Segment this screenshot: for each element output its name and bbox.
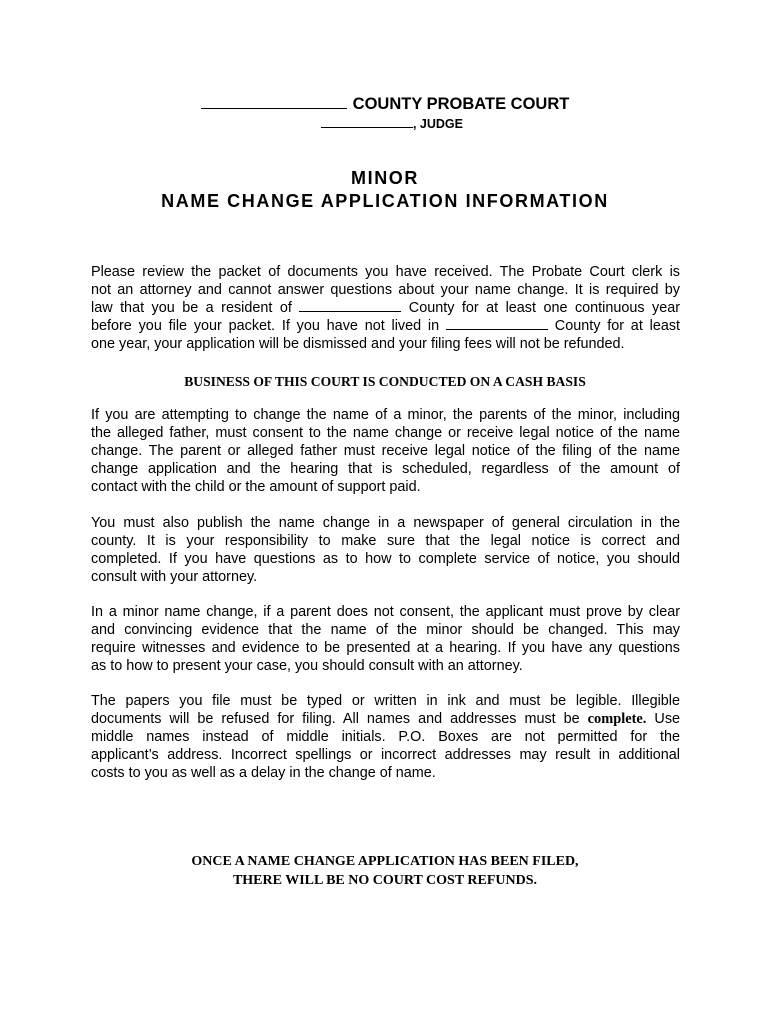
paragraph-parents xyxy=(91,406,680,496)
court-heading xyxy=(0,94,770,114)
text-line: If you are attempting to change the name of a minor, the parents of the minor, including xyxy=(91,407,680,423)
judge-label: , JUDGE xyxy=(412,117,463,131)
text-line: middle names instead of middle initials. P.O. Boxes are not permitted for the xyxy=(91,729,680,745)
text-segment: documents will be refused for filing. All names and addresses must be xyxy=(91,711,580,727)
closing-notice-line1: ONCE A NAME CHANGE APPLICATION HAS BEEN FILED, xyxy=(191,854,579,869)
paragraph-publish xyxy=(91,514,680,586)
text-line: You must also publish the name change in a newspaper of general circulation in the xyxy=(91,515,680,531)
text-line: applicant’s address. Incorrect spellings or incorrect addresses may result in additional xyxy=(91,747,680,763)
text-line: consult with your attorney. xyxy=(91,569,258,585)
text-segment: law that you be a resident of xyxy=(91,300,292,316)
text-line: In a minor name change, if a parent does not consent, the applicant must prove by clear xyxy=(91,604,680,620)
text-line: not an attorney and cannot answer questions about your name change. It is required by xyxy=(91,282,680,298)
judge-blank xyxy=(321,116,413,128)
text-line: change. The parent or alleged father must receive legal notice of the filing of the name xyxy=(91,443,680,459)
text-line-resident xyxy=(91,299,680,317)
paragraph-consent xyxy=(91,603,680,675)
paragraph-papers xyxy=(91,692,680,782)
court-title: COUNTY PROBATE COURT xyxy=(352,95,570,113)
complete-emphasis: complete. xyxy=(587,711,647,727)
cash-basis-notice: BUSINESS OF THIS COURT IS CONDUCTED ON A CASH BASIS xyxy=(184,374,586,389)
text-line: require witnesses and evidence to be presented at a hearing. If you have any questions xyxy=(91,640,680,656)
text-line: contact with the child or the amount of support paid. xyxy=(91,479,421,495)
text-segment: before you file your packet. If you have not lived in xyxy=(91,318,440,334)
text-line-lived xyxy=(91,317,680,335)
text-line: and convincing evidence that the name of the minor should be changed. This may xyxy=(91,622,680,638)
paragraph-review xyxy=(91,263,680,353)
text-line: completed. If you have questions as to how to complete service of notice, you should xyxy=(91,551,680,567)
text-line: county. It is your responsibility to make sure that the legal notice is correct and xyxy=(91,533,680,549)
lived-county-blank xyxy=(446,318,548,330)
text-segment: Use xyxy=(654,711,681,727)
text-line: change application and the hearing that is scheduled, regardless of the amount of xyxy=(91,461,680,477)
text-line: one year, your application will be dismissed and your filing fees will not be refunded. xyxy=(91,336,625,352)
text-line-complete xyxy=(91,710,680,728)
county-blank xyxy=(201,94,347,109)
text-segment: County for at least one continuous year xyxy=(408,300,681,316)
text-line: The papers you file must be typed or written in ink and must be legible. Illegible xyxy=(91,693,680,709)
title-name-change: NAME CHANGE APPLICATION INFORMATION xyxy=(161,191,609,211)
text-line: as to how to present your case, you should consult with an attorney. xyxy=(91,658,523,674)
text-line: the alleged father, must consent to the name change or receive legal notice of the name xyxy=(91,425,680,441)
title-minor: MINOR xyxy=(351,168,419,188)
judge-heading xyxy=(0,116,770,132)
closing-notice-line2: THERE WILL BE NO COURT COST REFUNDS. xyxy=(232,873,538,888)
text-line: Please review the packet of documents you have received. The Probate Court clerk is xyxy=(91,264,680,280)
text-segment: County for at least xyxy=(554,318,681,334)
text-line: costs to you as well as a delay in the change of name. xyxy=(91,765,436,781)
resident-county-blank xyxy=(299,300,401,312)
